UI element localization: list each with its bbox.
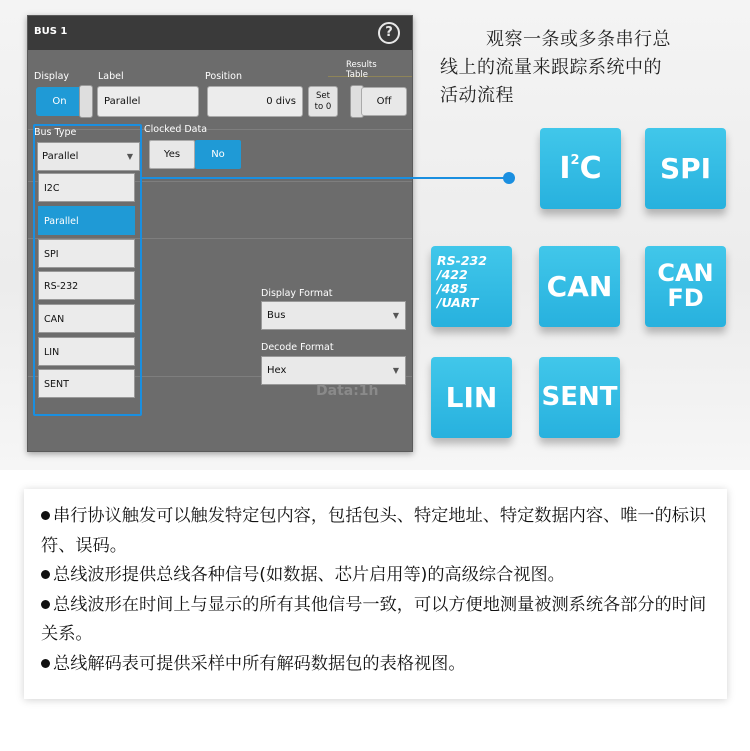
- i2c-base: I: [559, 151, 571, 186]
- bullet-dot-icon: [41, 600, 50, 609]
- protocol-tile-sent: [539, 357, 620, 438]
- display-format-label: Display Format: [261, 288, 333, 299]
- chevron-down-icon: ▼: [392, 311, 399, 320]
- lin-label: LIN: [445, 381, 498, 414]
- bus-type-option-spi[interactable]: SPI: [38, 239, 135, 268]
- decode-format-label: Decode Format: [261, 342, 334, 353]
- rs-line-2: /422: [437, 267, 468, 282]
- protocol-tile-rs232: [431, 246, 512, 327]
- bullet-item: [41, 650, 709, 680]
- results-table-label: [346, 60, 377, 80]
- canfd-line-2: FD: [667, 284, 704, 312]
- clocked-yes-button[interactable]: Yes: [149, 140, 195, 169]
- sent-label: SENT: [541, 382, 618, 412]
- bus-type-select[interactable]: [37, 142, 140, 171]
- display-format-select[interactable]: [261, 301, 406, 330]
- bullet-item: [41, 502, 709, 561]
- protocol-tile-can: [539, 246, 620, 327]
- help-icon[interactable]: ?: [378, 22, 400, 44]
- bus-type-option-lin[interactable]: LIN: [38, 337, 135, 366]
- intro-line-3: 活动流程: [440, 85, 514, 106]
- bullet-text: 串行协议触发可以触发特定包内容，包括包头、特定地址、特定数据内容、唯一的标识符、误码。: [41, 506, 707, 556]
- results-table-off-button[interactable]: Off: [361, 87, 407, 116]
- results-table-label-line1: Results: [346, 60, 377, 70]
- can-label: CAN: [546, 270, 613, 303]
- protocol-tile-canfd: [645, 246, 726, 327]
- protocol-tile-spi: [645, 128, 726, 209]
- intro-line-1: 观察一条或多条串行总: [486, 29, 671, 50]
- chevron-down-icon: ▼: [392, 366, 399, 375]
- position-input[interactable]: 0 divs: [207, 86, 303, 117]
- protocol-tile-lin: [431, 357, 512, 438]
- rs-line-3: /485: [437, 281, 468, 296]
- connector-dot: [503, 172, 515, 184]
- intro-line-2: 线上的流量来跟踪系统中的: [440, 57, 662, 78]
- bullet-text: 总线波形在时间上与显示的所有其他信号一致，可以方便地测量被测系统各部分的时间关系。: [41, 594, 707, 644]
- rs-line-1: RS-232: [437, 253, 487, 268]
- intro-text: [440, 26, 730, 110]
- bullet-item: [41, 591, 709, 650]
- bus-config-panel: [27, 15, 413, 452]
- canfd-line-1: CAN: [657, 259, 714, 287]
- results-table-label-line2: Table: [346, 70, 368, 80]
- display-format-value: Bus: [267, 310, 286, 321]
- bus-type-option-i2c[interactable]: I2C: [38, 173, 135, 202]
- bullet-item: [41, 561, 709, 591]
- panel-header: [28, 16, 412, 50]
- set-to-zero-button[interactable]: [308, 86, 338, 117]
- data-readout: Data:1h: [316, 383, 379, 399]
- bullet-text: 总线波形提供总线各种信号(如数据、芯片启用等)的高级综合视图。: [53, 565, 565, 585]
- position-label: Position: [205, 71, 242, 82]
- connector-line: [140, 177, 510, 179]
- feature-bullet-list: [24, 489, 727, 699]
- bus-type-option-parallel[interactable]: Parallel: [38, 206, 135, 235]
- label-label: Label: [98, 71, 124, 82]
- clocked-no-button[interactable]: No: [195, 140, 241, 169]
- rs-line-4: /UART: [437, 295, 479, 310]
- spi-label: SPI: [659, 152, 712, 185]
- display-label: Display: [34, 71, 70, 82]
- chevron-down-icon: ▼: [126, 152, 133, 161]
- clocked-data-label: Clocked Data: [144, 124, 208, 135]
- protocol-tile-i2c: [540, 128, 621, 209]
- bullet-text: 总线解码表可提供采样中所有解码数据包的表格视图。: [53, 653, 466, 674]
- label-input[interactable]: Parallel: [97, 86, 199, 117]
- bus-type-option-rs232[interactable]: RS-232: [38, 271, 135, 300]
- i2c-sup: 2: [570, 153, 580, 168]
- display-on-button[interactable]: On: [36, 87, 83, 116]
- decode-format-value: Hex: [267, 365, 287, 376]
- bullet-dot-icon: [41, 570, 50, 579]
- bullet-dot-icon: [41, 511, 50, 520]
- set-to-zero-line1: Set: [316, 91, 330, 101]
- i2c-tail: C: [579, 151, 602, 186]
- decode-format-select[interactable]: [261, 356, 406, 385]
- bus-type-option-can[interactable]: CAN: [38, 304, 135, 333]
- bus-type-label: Bus Type: [34, 127, 77, 138]
- panel-title: BUS 1: [34, 26, 68, 37]
- display-toggle-handle[interactable]: [79, 85, 93, 118]
- bus-type-option-sent[interactable]: SENT: [38, 369, 135, 398]
- bus-type-select-value: Parallel: [42, 151, 79, 162]
- set-to-zero-line2: to 0: [314, 102, 332, 112]
- bullet-dot-icon: [41, 659, 50, 668]
